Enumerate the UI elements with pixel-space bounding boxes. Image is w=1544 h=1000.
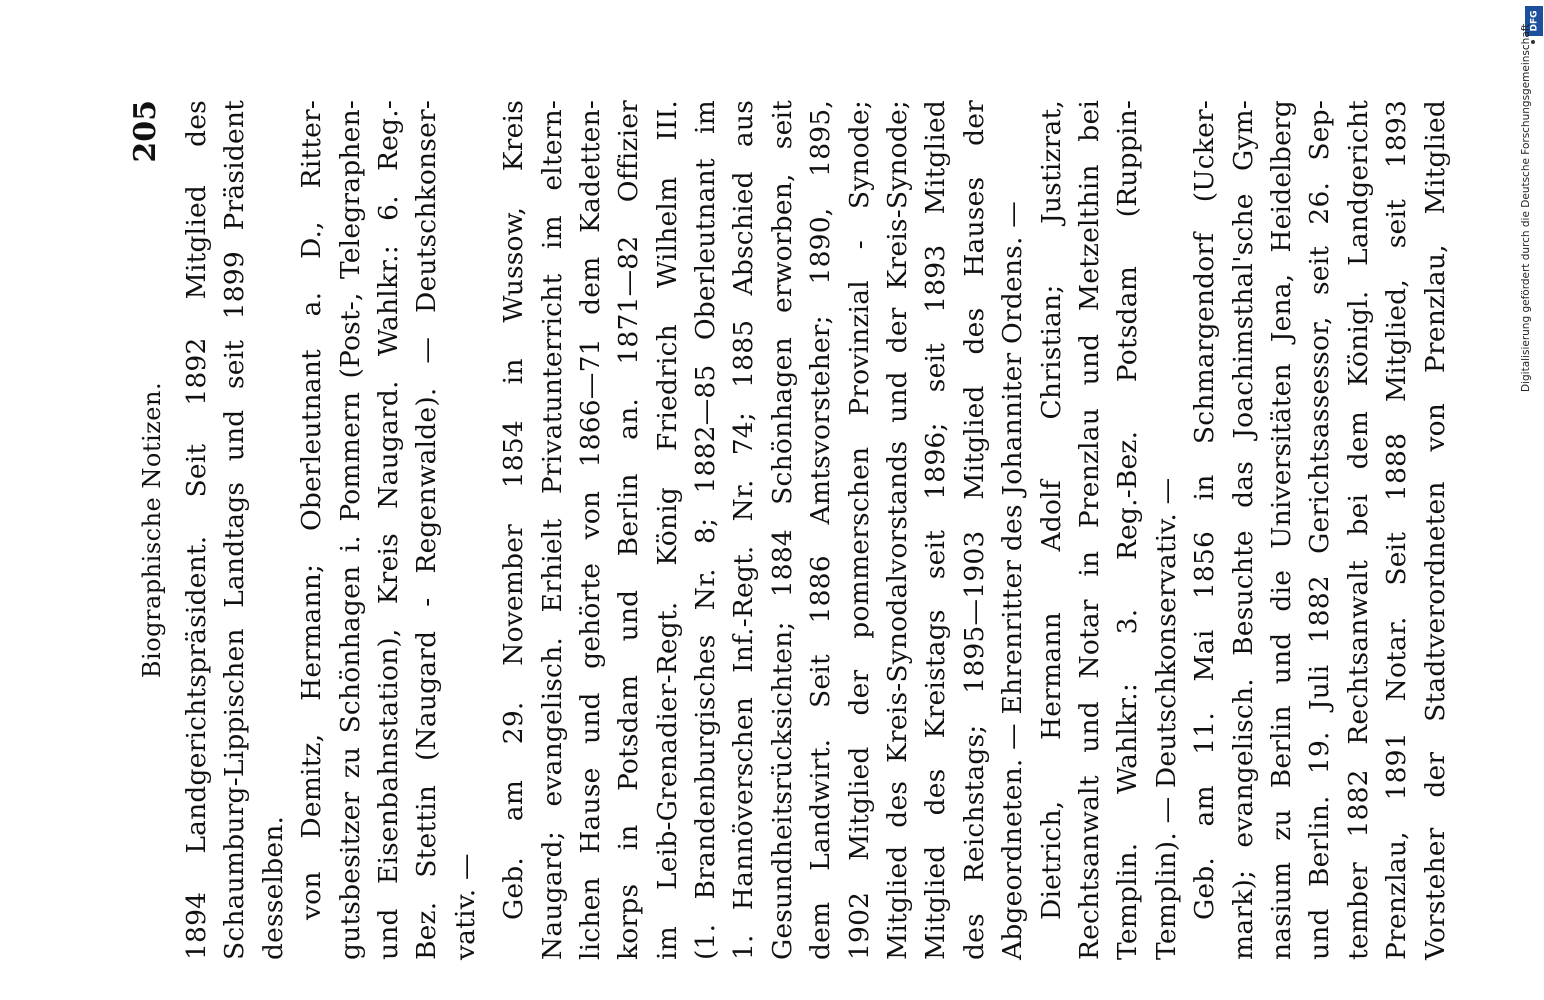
text-line: dem Landwirt. Seit 1886 Amtsvorsteher; 1890, 1895,	[805, 100, 837, 960]
entry-heading-line: von Demitz, Hermann; Oberleutnant a. D., Ritter-	[296, 100, 328, 920]
page-body	[110, 100, 1455, 960]
text-line: korps in Potsdam und Berlin an. 1871—82 Offizier	[613, 100, 645, 960]
page-number: 205	[128, 100, 163, 163]
text-line: Naugard; evangelisch. Erhielt Privatunterricht im eltern-	[536, 100, 568, 960]
page-header	[110, 100, 178, 960]
text-line: Bez. Stettin (Naugard - Regenwalde). — Deutschkonser-	[411, 100, 443, 960]
text-line: Mitglied des Kreistags seit 1896; seit 1893 Mitglied	[920, 100, 952, 960]
text-line: und Eisenbahnstation), Kreis Naugard. Wahlkr.: 6. Reg.-	[372, 100, 404, 960]
text-line: 1902 Mitglied der pommerschen Provinzial - Synode;	[843, 100, 875, 960]
entry-heading-line: Dietrich, Hermann Adolf Christian; Justizrat,	[1035, 100, 1067, 920]
text-line: Mitglied des Kreis-Synodalvorstands und der Kreis-Synode;	[882, 100, 914, 960]
text-line: lichen Hause und gehörte von 1866—71 dem Kadetten-	[574, 100, 606, 960]
text-line: Schaumburg-Lippischen Landtags und seit 1899 Präsident	[219, 100, 251, 960]
text-line: Vorsteher der Stadtverordneten von Prenzlau, Mitglied	[1419, 100, 1451, 960]
text-line: Prenzlau, 1891 Notar. Seit 1888 Mitglied, seit 1893	[1381, 100, 1413, 960]
rotated-page-content	[110, 100, 1451, 960]
text-line: gutsbesitzer zu Schönhagen i. Pommern (Post-, Telegraphen-	[334, 100, 366, 960]
dfg-logo-text: DFG	[1529, 10, 1540, 32]
text-line: Templin). — Deutschkonservativ. —	[1150, 477, 1182, 960]
text-line: Gesundheitsrücksichten; 1884 Schönhagen erworben, seit	[766, 100, 798, 960]
text-line: und Berlin. 19. Juli 1882 Gerichtsassessor, seit 26. Sep-	[1304, 100, 1336, 960]
text-line: (1. Brandenburgisches Nr. 8; 1882—85 Oberleutnant im	[690, 100, 722, 960]
text-line: Geb. am 29. November 1854 in Wussow, Kreis	[498, 100, 530, 920]
text-line: mark); evangelisch. Besuchte das Joachimsthal'sche Gym-	[1227, 100, 1259, 960]
text-line: des Reichstags; 1895—1903 Mitglied des Hauses der	[958, 100, 990, 960]
funding-note: Digitalisierung gefördert durch die Deutsche Forschungsgemeinschaft	[1520, 23, 1532, 392]
text-line: vativ. —	[449, 853, 481, 960]
text-line: 1. Hannöverschen Inf.-Regt. Nr. 74; 1885 Abschied aus	[728, 100, 760, 960]
text-line: 1894 Landgerichtspräsident. Seit 1892 Mitglied des	[181, 100, 212, 960]
text-line: Templin. Wahlkr.: 3. Reg.-Bez. Potsdam (Ruppin-	[1112, 100, 1144, 960]
text-line: Rechtsanwalt und Notar in Prenzlau und Metzelthin bei	[1073, 100, 1105, 960]
running-title: Biographische Notizen.	[138, 381, 166, 679]
text-line: tember 1882 Rechtsanwalt bei dem Königl. Landgericht	[1342, 100, 1374, 960]
text-line: Abgeordneten. — Ehrenritter des Johanniter Ordens. —	[997, 201, 1029, 960]
text-line: nasium zu Berlin und die Universitäten Jena, Heidelberg	[1265, 100, 1297, 960]
text-line: im Leib-Grenadier-Regt. König Friedrich Wilhelm III.	[651, 100, 683, 960]
text-line: desselben.	[257, 815, 289, 960]
text-line: Geb. am 11. Mai 1856 in Schmargendorf (Ucker-	[1189, 100, 1221, 920]
